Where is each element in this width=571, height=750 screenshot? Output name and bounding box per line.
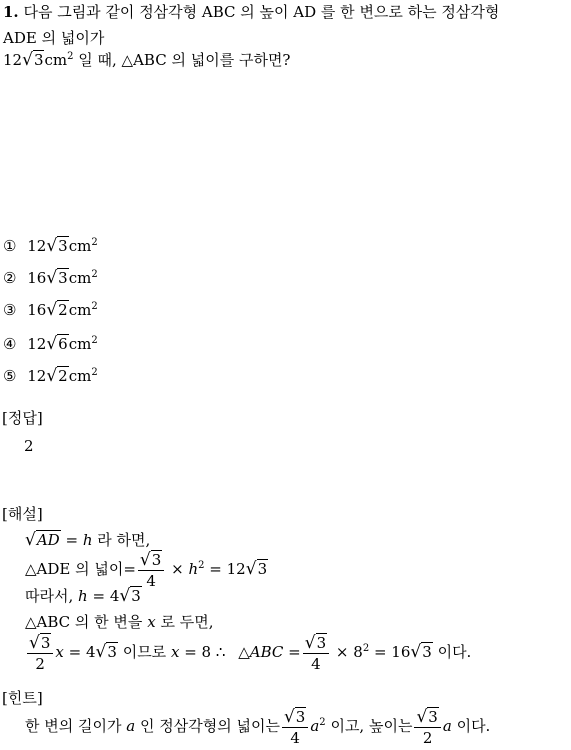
problem-number: 1. (3, 3, 19, 21)
fraction: $\frac{√3}{2}$ (27, 633, 53, 674)
area-coefficient: 12 (3, 51, 23, 69)
hint-header: [힌트] (2, 689, 43, 707)
sqrt-expression: √3 (22, 50, 44, 70)
problem-text-1: 다음 그림과 같이 정삼각형 ABC 의 높이 AD 를 한 변으로 하는 정삼각형 (23, 3, 500, 21)
choice-2[interactable]: ② $16√3cm^2$ (3, 268, 98, 288)
choice-3[interactable]: ③ $16√2cm^2$ (3, 300, 98, 320)
fraction: $\frac{√3}{4}$ (303, 633, 329, 674)
problem-line-2 (3, 28, 104, 48)
choice-marker: ② (3, 269, 17, 287)
fraction: $\frac{√3}{4}$ (138, 550, 164, 591)
choice-marker: ④ (3, 335, 17, 353)
choice-marker: ⑤ (3, 367, 17, 385)
choice-4[interactable]: ④ $12√6cm^2$ (3, 334, 98, 354)
explanation-line-5: $\frac{√3}{2}$ x = 4√3 이므로 x = 8 ∴ △ABC = $\frac{√3}{4}$ × $8^2 = 16√3$ 이다. (29, 632, 472, 673)
problem-text-2: ADE 의 넓이가 (3, 29, 105, 47)
explanation-header: [해설] (2, 505, 43, 523)
choice-marker: ③ (3, 301, 17, 319)
answer-value: 2 (24, 437, 34, 455)
choice-5[interactable]: ⑤ $12√2cm^2$ (3, 366, 98, 386)
explanation-line-3: 따라서, h = 4√3 (25, 586, 141, 606)
explanation-line-4: △ABC 의 한 변을 x 로 두면, (25, 613, 214, 631)
problem-text-3: 일 때, △ABC 의 넓이를 구하면? (78, 51, 291, 69)
fraction: $\frac{√3}{2}$ (414, 707, 440, 748)
choice-marker: ① (3, 237, 17, 255)
problem-line-3: $12√3cm^2$ 일 때, △ABC 의 넓이를 구하면? (3, 50, 291, 70)
fraction: $\frac{√3}{4}$ (282, 707, 308, 748)
explanation-line-2: △ADE 의 넓이= $\frac{√3}{4}$ × $h^2 = 12√3$ (25, 549, 268, 590)
problem-line-1 (3, 2, 499, 22)
explanation-line-1: √AD = h 라 하면, (25, 530, 151, 550)
answer-header: [정답] (2, 409, 43, 427)
choice-1[interactable]: ① $12√3cm^2$ (3, 236, 98, 256)
hint-line: 한 변의 길이가 a 인 정삼각형의 넓이는 $\frac{√3}{4}$ $a^2$ 이고, 높이는 $\frac{√3}{2}$ a 이다. (25, 706, 491, 747)
unit: cm (44, 51, 68, 69)
